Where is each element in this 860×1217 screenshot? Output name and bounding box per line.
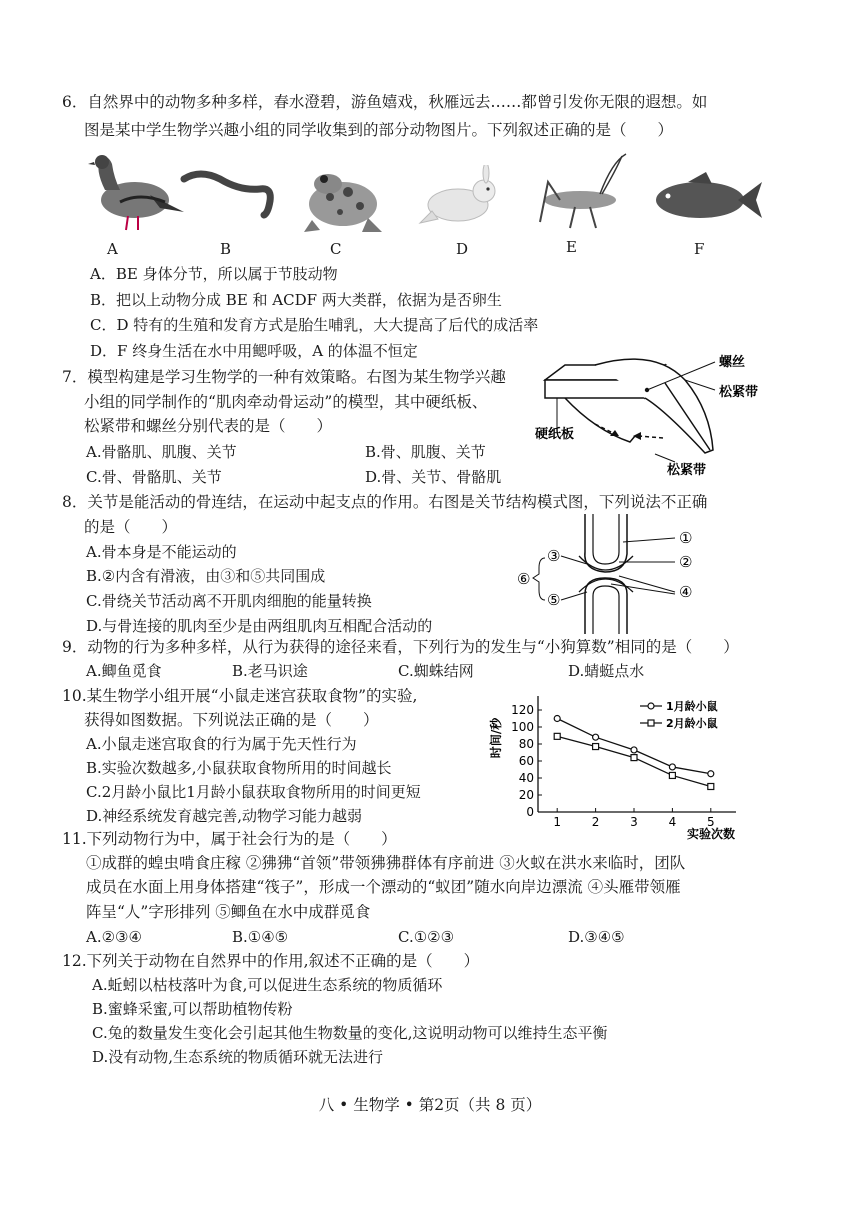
q11-option-b: B.①④⑤	[232, 928, 289, 946]
chart-x-tick-label: 2	[591, 815, 600, 829]
q10-stem-line2: 获得如图数据。下列说法正确的是（ ）	[84, 711, 379, 729]
q11-option-d: D.③④⑤	[568, 928, 625, 946]
q12-option-c: C.兔的数量发生变化会引起其他生物数量的变化,这说明动物可以维持生态平衡	[92, 1024, 608, 1042]
chart-point	[631, 747, 637, 753]
q11-body-line3: 阵呈“人”字形排列 ⑤鲫鱼在水中成群觅食	[86, 903, 371, 921]
joint-label-5: ⑤	[547, 591, 561, 609]
chart-point	[669, 772, 675, 778]
pigeon-icon	[80, 150, 185, 235]
chart-x-tick-label: 3	[630, 815, 638, 829]
joint-label-3: ③	[547, 547, 561, 565]
chart-point	[554, 716, 560, 722]
q8-option-b: B.②内含有滑液，由③和⑤共同围成	[86, 567, 326, 585]
chart-point	[708, 771, 714, 777]
joint-label-6: ⑥	[517, 570, 531, 588]
joint-structure-diagram	[515, 512, 715, 637]
grasshopper-icon	[530, 152, 630, 237]
q7-option-a: A.骨骼肌、肌腹、关节	[86, 443, 237, 461]
q8-option-c: C.骨绕关节活动离不开肌肉细胞的能量转换	[86, 592, 372, 610]
screw-label: 螺丝	[719, 355, 746, 370]
animal-label-c: C	[330, 240, 342, 258]
q6-option-b: B．把以上动物分成 BE 和 ACDF 两大类群，依据为是否卵生	[90, 291, 502, 309]
q9-option-a: A.鲫鱼觅食	[86, 662, 162, 680]
q7-stem-line1: 7．模型构建是学习生物学的一种有效策略。右图为某生物学兴趣	[62, 368, 506, 386]
q11-stem: 11.下列动物行为中，属于社会行为的是（ ）	[62, 830, 397, 848]
q6-stem-line1: 6．自然界中的动物多种多样，春水澄碧，游鱼嬉戏，秋雁远去……都曾引发你无限的遐想。如	[62, 93, 708, 111]
q11-option-a: A.②③④	[86, 928, 142, 946]
chart-point	[631, 755, 637, 761]
page-footer: 八 • 生物学 • 第2页（共 8 页）	[318, 1096, 542, 1114]
q7-stem-line3: 松紧带和螺丝分别代表的是（ ）	[84, 417, 333, 435]
q10-option-b: B.实验次数越多,小鼠获取食物所用的时间越长	[86, 759, 392, 777]
q11-option-c: C.①②③	[398, 928, 455, 946]
q7-option-c: C.骨、骨骼肌、关节	[86, 468, 222, 486]
q11-body-line1: ①成群的蝗虫啃食庄稼 ②狒狒“首领”带领狒狒群体有序前进 ③火蚁在洪水来临时，团队	[86, 854, 686, 872]
q6-option-c: C．D 特有的生殖和发育方式是胎生哺乳，大大提高了后代的成活率	[90, 316, 539, 334]
frog-icon	[298, 162, 388, 237]
cardboard-label: 硬纸板	[535, 427, 575, 442]
animal-label-b: B	[220, 240, 232, 258]
chart-point	[593, 734, 599, 740]
joint-label-2: ②	[679, 553, 693, 571]
chart-legend	[640, 699, 718, 730]
chart-point	[554, 733, 560, 739]
q12-stem: 12.下列关于动物在自然界中的作用,叙述不正确的是（ ）	[62, 952, 480, 970]
chart-y-label: 时间/秒	[489, 717, 503, 759]
chart-point	[669, 764, 675, 770]
q9-stem: 9．动物的行为多种多样，从行为获得的途径来看，下列行为的发生与“小狗算数”相同的是（ ）	[62, 638, 739, 656]
chart-point	[708, 784, 714, 790]
q10-stem-line1: 10.某生物学小组开展“小鼠走迷宫获取食物”的实验,	[62, 687, 418, 705]
joint-label-4: ④	[679, 583, 693, 601]
animal-label-f: F	[694, 240, 705, 258]
q6-option-d: D．F 终身生活在水中用鳃呼吸，A 的体温不恒定	[90, 342, 418, 360]
q10-option-c: C.2月龄小鼠比1月龄小鼠获取食物所用的时间更短	[86, 783, 421, 801]
chart-y-tick-label: 40	[518, 771, 534, 785]
q7-option-d: D.骨、关节、骨骼肌	[365, 468, 502, 486]
q12-option-d: D.没有动物,生态系统的物质循环就无法进行	[92, 1048, 384, 1066]
q9-option-d: D.蜻蜓点水	[568, 662, 645, 680]
chart-x-tick-label: 5	[706, 815, 715, 829]
q10-option-d: D.神经系统发育越完善,动物学习能力越弱	[86, 807, 363, 825]
q12-option-a: A.蚯蚓以枯枝落叶为食,可以促进生态系统的物质循环	[92, 976, 443, 994]
rabbit-icon	[418, 165, 508, 235]
q9-option-c: C.蜘蛛结网	[398, 662, 474, 680]
animal-label-e: E	[566, 238, 577, 256]
chart-x-tick-label: 1	[553, 815, 562, 829]
q7-option-b: B.骨、肌腹、关节	[365, 443, 486, 461]
earthworm-icon	[180, 165, 280, 225]
animal-label-d: D	[456, 240, 469, 258]
legend-2-month: 2月龄小鼠	[666, 717, 718, 730]
chart-series-line-2	[557, 736, 711, 786]
chart-y-tick-label: 20	[518, 788, 534, 802]
chart-y-tick-label: 120	[511, 703, 534, 717]
chart-y-tick-label: 60	[518, 754, 534, 768]
q8-option-a: A.骨本身是不能运动的	[86, 543, 237, 561]
legend-1-month: 1月龄小鼠	[666, 700, 718, 713]
q8-stem-line1: 8．关节是能活动的骨连结，在运动中起支点的作用。右图是关节结构模式图，下列说法不正确	[62, 493, 708, 511]
q9-option-b: B.老马识途	[232, 662, 308, 680]
chart-y-tick-label: 100	[511, 720, 534, 734]
chart-y-tick-label: 0	[526, 805, 534, 819]
q8-option-d: D.与骨连接的肌肉至少是由两组肌肉互相配合活动的	[86, 617, 433, 635]
q6-stem-line2: 图是某中学生物学兴趣小组的同学收集到的部分动物图片。下列叙述正确的是（ ）	[84, 121, 674, 139]
animal-label-a: A	[107, 240, 118, 258]
muscle-model-diagram	[535, 350, 775, 480]
chart-x-label: 实验次数	[686, 827, 735, 841]
maze-time-chart	[480, 686, 750, 846]
joint-label-1: ①	[679, 529, 693, 547]
chart-y-tick-label: 80	[518, 737, 534, 751]
q6-option-a: A．BE 身体分节，所以属于节肢动物	[90, 265, 338, 283]
q11-body-line2: 成员在水面上用身体搭建“筏子”，形成一个漂动的“蚁团”随水向岸边漂流 ④头雁带领雁	[86, 878, 681, 896]
chart-point	[593, 744, 599, 750]
chart-x-tick-label: 4	[668, 815, 677, 829]
q8-stem-line2: 的是（ ）	[84, 518, 178, 536]
q10-option-a: A.小鼠走迷宫取食的行为属于先天性行为	[86, 735, 357, 753]
q7-stem-line2: 小组的同学制作的“肌肉牵动骨运动”的模型，其中硬纸板、	[84, 393, 488, 411]
fish-icon	[648, 170, 763, 230]
band-top-label: 松紧带	[719, 385, 759, 400]
q12-option-b: B.蜜蜂采蜜,可以帮助植物传粉	[92, 1000, 293, 1018]
band-bottom-label: 松紧带	[667, 463, 707, 478]
